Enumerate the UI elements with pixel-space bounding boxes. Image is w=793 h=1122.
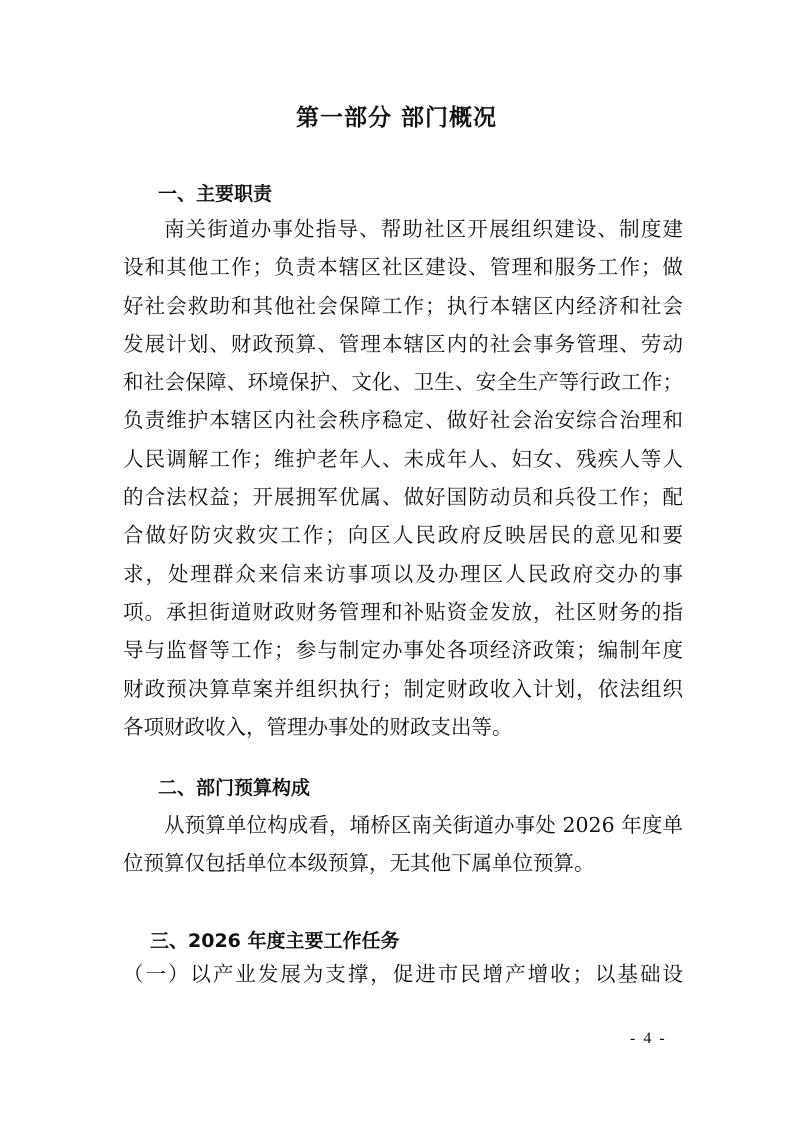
section-heading-main-tasks: 三、2026 年度主要工作任务 xyxy=(150,930,400,952)
paragraph-line: 求，处理群众来信来访事项以及办理区人民政府交办的事 xyxy=(123,561,683,586)
paragraph-line: 从预算单位构成看，埇桥区南关街道办事处 2026 年度单 xyxy=(164,813,683,837)
paragraph-line: 和社会保障、环境保护、文化、卫生、安全生产等行政工作； xyxy=(123,370,683,395)
paragraph-line: 发展计划、财政预算、管理本辖区内的社会事务管理、劳动 xyxy=(123,331,683,356)
paragraph-line: 合做好防灾救灾工作；向区人民政府反映居民的意见和要 xyxy=(123,523,683,548)
section-body-budget-composition xyxy=(123,806,683,883)
section-heading-budget-composition: 二、部门预算构成 xyxy=(158,777,311,799)
paragraph-line: 导与监督等工作；参与制定办事处各项经济政策；编制年度 xyxy=(123,638,683,663)
paragraph-line: 设和其他工作；负责本辖区社区建设、管理和服务工作；做 xyxy=(123,255,683,280)
section-heading-main-duties: 一、主要职责 xyxy=(158,183,273,205)
paragraph-line: 项。承担街道财政财务管理和补贴资金发放，社区财务的指 xyxy=(123,599,683,624)
paragraph-line: 南关街道办事处指导、帮助社区开展组织建设、制度建 xyxy=(164,217,683,241)
page-title: 第一部分 部门概况 xyxy=(295,105,497,131)
section-body-main-tasks xyxy=(123,955,683,993)
section-body-main-duties xyxy=(123,210,683,746)
page-number: - 4 - xyxy=(630,1030,667,1047)
paragraph-line: 负责维护本辖区内社会秩序稳定、做好社会治安综合治理和 xyxy=(123,408,683,433)
paragraph-line: 人民调解工作；维护老年人、未成年人、妇女、残疾人等人 xyxy=(123,446,683,471)
paragraph-line: 的合法权益；开展拥军优属、做好国防动员和兵役工作；配 xyxy=(123,485,683,510)
paragraph-line: 位预算仅包括单位本级预算，无其他下属单位预算。 xyxy=(123,851,595,876)
paragraph-line: 各项财政收入，管理办事处的财政支出等。 xyxy=(123,714,513,739)
paragraph-line: 好社会救助和其他社会保障工作；执行本辖区内经济和社会 xyxy=(123,293,683,318)
paragraph-line: 财政预决算草案并组织执行；制定财政收入计划，依法组织 xyxy=(123,676,683,701)
paragraph-line: （一）以产业发展为支撑，促进市民增产增收；以基础设 xyxy=(123,962,683,986)
